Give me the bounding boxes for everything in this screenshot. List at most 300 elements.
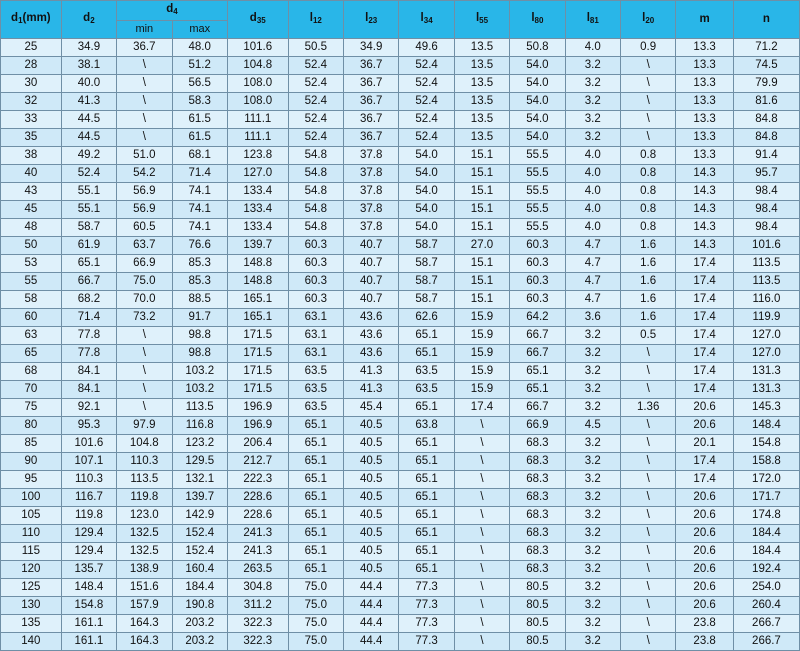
cell-l55: \ [454, 615, 509, 633]
table-header [1, 1, 800, 39]
cell-n: 119.9 [733, 309, 799, 327]
cell-d2: 129.4 [61, 525, 116, 543]
cell-n: 95.7 [733, 165, 799, 183]
cell-n: 266.7 [733, 633, 799, 651]
table-row [1, 93, 800, 111]
cell-l55: 15.1 [454, 291, 509, 309]
cell-l23: 40.7 [344, 273, 399, 291]
cell-l23: 40.5 [344, 471, 399, 489]
cell-l12: 52.4 [288, 129, 343, 147]
cell-l81: 3.2 [565, 93, 620, 111]
table-row [1, 363, 800, 381]
cell-l81: 3.2 [565, 75, 620, 93]
cell-d2: 119.8 [61, 507, 116, 525]
cell-l12: 60.3 [288, 237, 343, 255]
cell-d1: 135 [1, 615, 62, 633]
cell-l23: 40.5 [344, 489, 399, 507]
cell-l23: 44.4 [344, 579, 399, 597]
cell-l55: 15.1 [454, 255, 509, 273]
cell-d4-max: 113.5 [172, 399, 227, 417]
table-row [1, 165, 800, 183]
cell-n: 171.7 [733, 489, 799, 507]
cell-l81: 3.2 [565, 435, 620, 453]
cell-n: 131.3 [733, 363, 799, 381]
cell-l20: \ [620, 111, 675, 129]
cell-m: 13.3 [676, 57, 734, 75]
table-row [1, 57, 800, 75]
cell-n: 266.7 [733, 615, 799, 633]
cell-l55: 13.5 [454, 57, 509, 75]
header-l23: $l_{23}$ [344, 1, 399, 39]
cell-l23: 43.6 [344, 327, 399, 345]
table-row [1, 327, 800, 345]
cell-l81: 3.2 [565, 597, 620, 615]
cell-l20: 1.6 [620, 273, 675, 291]
cell-l23: 45.4 [344, 399, 399, 417]
cell-d35: 101.6 [227, 39, 288, 57]
header-d4-min: min [117, 21, 172, 39]
cell-m: 20.6 [676, 597, 734, 615]
header-l55: $l_{55}$ [454, 1, 509, 39]
table-row [1, 615, 800, 633]
cell-l20: \ [620, 633, 675, 651]
cell-l81: 3.2 [565, 57, 620, 75]
cell-m: 17.4 [676, 381, 734, 399]
cell-m: 20.6 [676, 561, 734, 579]
cell-l34: 65.1 [399, 489, 454, 507]
cell-l12: 65.1 [288, 471, 343, 489]
cell-l12: 54.8 [288, 219, 343, 237]
cell-d4-max: 103.2 [172, 381, 227, 399]
cell-l80: 66.7 [510, 399, 565, 417]
cell-l34: 63.5 [399, 363, 454, 381]
cell-l23: 37.8 [344, 201, 399, 219]
cell-d1: 115 [1, 543, 62, 561]
cell-d4-max: 116.8 [172, 417, 227, 435]
cell-n: 184.4 [733, 543, 799, 561]
cell-l34: 65.1 [399, 435, 454, 453]
cell-l80: 60.3 [510, 237, 565, 255]
cell-l34: 52.4 [399, 57, 454, 75]
cell-l55: \ [454, 525, 509, 543]
cell-l80: 55.5 [510, 165, 565, 183]
header-d2: $d_2$ [61, 1, 116, 39]
cell-l20: \ [620, 93, 675, 111]
cell-d35: 127.0 [227, 165, 288, 183]
cell-d35: 171.5 [227, 363, 288, 381]
cell-n: 172.0 [733, 471, 799, 489]
cell-l81: 4.7 [565, 273, 620, 291]
cell-d4-min: \ [117, 75, 172, 93]
cell-m: 23.8 [676, 633, 734, 651]
cell-l23: 36.7 [344, 57, 399, 75]
cell-l23: 44.4 [344, 633, 399, 651]
cell-l81: 3.2 [565, 543, 620, 561]
cell-d4-max: 160.4 [172, 561, 227, 579]
cell-d35: 322.3 [227, 633, 288, 651]
cell-d1: 25 [1, 39, 62, 57]
cell-d1: 90 [1, 453, 62, 471]
cell-l81: 4.5 [565, 417, 620, 435]
table-row [1, 129, 800, 147]
cell-m: 20.6 [676, 489, 734, 507]
cell-n: 71.2 [733, 39, 799, 57]
cell-l81: 4.7 [565, 291, 620, 309]
cell-n: 127.0 [733, 327, 799, 345]
cell-l55: 13.5 [454, 75, 509, 93]
cell-l55: 15.9 [454, 345, 509, 363]
table-row [1, 399, 800, 417]
cell-d4-max: 56.5 [172, 75, 227, 93]
cell-n: 148.4 [733, 417, 799, 435]
cell-d1: 110 [1, 525, 62, 543]
cell-l12: 63.1 [288, 327, 343, 345]
cell-l20: 1.36 [620, 399, 675, 417]
cell-d4-min: 164.3 [117, 615, 172, 633]
cell-l81: 3.2 [565, 381, 620, 399]
cell-l20: \ [620, 597, 675, 615]
header-l81: $l_{81}$ [565, 1, 620, 39]
cell-l23: 37.8 [344, 183, 399, 201]
cell-d4-max: 51.2 [172, 57, 227, 75]
cell-d4-max: 88.5 [172, 291, 227, 309]
table-row [1, 489, 800, 507]
cell-l23: 40.5 [344, 453, 399, 471]
cell-d35: 171.5 [227, 327, 288, 345]
cell-d4-min: \ [117, 93, 172, 111]
cell-d35: 133.4 [227, 183, 288, 201]
cell-l55: \ [454, 417, 509, 435]
cell-l12: 52.4 [288, 57, 343, 75]
cell-l23: 34.9 [344, 39, 399, 57]
table-row [1, 633, 800, 651]
cell-l81: 3.2 [565, 489, 620, 507]
cell-l81: 3.2 [565, 345, 620, 363]
cell-l55: \ [454, 579, 509, 597]
cell-l20: 0.8 [620, 201, 675, 219]
cell-l12: 65.1 [288, 453, 343, 471]
cell-l34: 65.1 [399, 543, 454, 561]
cell-d2: 110.3 [61, 471, 116, 489]
cell-d35: 148.8 [227, 255, 288, 273]
cell-l81: 4.0 [565, 165, 620, 183]
cell-d2: 44.5 [61, 129, 116, 147]
cell-n: 98.4 [733, 183, 799, 201]
cell-d35: 111.1 [227, 129, 288, 147]
cell-l20: \ [620, 525, 675, 543]
cell-l20: 1.6 [620, 309, 675, 327]
cell-l12: 63.1 [288, 309, 343, 327]
cell-l81: 4.7 [565, 237, 620, 255]
cell-l23: 40.5 [344, 543, 399, 561]
cell-d4-max: 203.2 [172, 633, 227, 651]
cell-d4-min: 157.9 [117, 597, 172, 615]
cell-l55: 15.9 [454, 363, 509, 381]
cell-d4-min: 123.0 [117, 507, 172, 525]
cell-l34: 77.3 [399, 579, 454, 597]
cell-d2: 66.7 [61, 273, 116, 291]
cell-l20: 0.8 [620, 147, 675, 165]
cell-l20: \ [620, 561, 675, 579]
cell-l80: 60.3 [510, 291, 565, 309]
cell-l80: 80.5 [510, 633, 565, 651]
cell-l80: 55.5 [510, 219, 565, 237]
header-d35: $d_{35}$ [227, 1, 288, 39]
cell-d4-min: \ [117, 381, 172, 399]
cell-l12: 65.1 [288, 561, 343, 579]
cell-m: 20.6 [676, 507, 734, 525]
cell-m: 13.3 [676, 75, 734, 93]
cell-d35: 133.4 [227, 219, 288, 237]
cell-l81: 3.2 [565, 561, 620, 579]
cell-l80: 66.9 [510, 417, 565, 435]
header-d4: $d_4$ [117, 1, 228, 21]
cell-d1: 48 [1, 219, 62, 237]
cell-d4-max: 139.7 [172, 489, 227, 507]
cell-d4-max: 91.7 [172, 309, 227, 327]
cell-d4-max: 98.8 [172, 345, 227, 363]
cell-l80: 66.7 [510, 327, 565, 345]
cell-d4-min: 73.2 [117, 309, 172, 327]
cell-l80: 65.1 [510, 381, 565, 399]
cell-d35: 104.8 [227, 57, 288, 75]
cell-d1: 32 [1, 93, 62, 111]
cell-l20: \ [620, 471, 675, 489]
header-n: n [733, 1, 799, 39]
cell-m: 13.3 [676, 39, 734, 57]
cell-l81: 4.0 [565, 147, 620, 165]
cell-l81: 3.2 [565, 399, 620, 417]
cell-l55: 13.5 [454, 111, 509, 129]
cell-d35: 165.1 [227, 309, 288, 327]
table-row [1, 471, 800, 489]
cell-l55: 15.9 [454, 381, 509, 399]
cell-d4-min: 56.9 [117, 183, 172, 201]
cell-l20: \ [620, 75, 675, 93]
cell-l80: 80.5 [510, 597, 565, 615]
cell-d4-max: 142.9 [172, 507, 227, 525]
cell-d1: 65 [1, 345, 62, 363]
table-row [1, 435, 800, 453]
cell-l12: 75.0 [288, 633, 343, 651]
cell-d4-max: 85.3 [172, 255, 227, 273]
cell-d1: 55 [1, 273, 62, 291]
cell-l12: 60.3 [288, 291, 343, 309]
cell-d2: 40.0 [61, 75, 116, 93]
cell-l20: \ [620, 507, 675, 525]
cell-d2: 55.1 [61, 183, 116, 201]
cell-d1: 58 [1, 291, 62, 309]
cell-l55: \ [454, 453, 509, 471]
cell-d1: 40 [1, 165, 62, 183]
cell-m: 17.4 [676, 471, 734, 489]
cell-d4-max: 129.5 [172, 453, 227, 471]
cell-l80: 68.3 [510, 471, 565, 489]
cell-l80: 54.0 [510, 111, 565, 129]
cell-d4-min: \ [117, 111, 172, 129]
cell-l81: 4.0 [565, 39, 620, 57]
header-row-main [1, 1, 800, 21]
cell-d35: 304.8 [227, 579, 288, 597]
cell-d2: 34.9 [61, 39, 116, 57]
cell-d4-min: 151.6 [117, 579, 172, 597]
cell-l81: 3.2 [565, 363, 620, 381]
cell-l34: 54.0 [399, 201, 454, 219]
cell-d1: 75 [1, 399, 62, 417]
cell-d35: 241.3 [227, 525, 288, 543]
cell-l55: \ [454, 543, 509, 561]
cell-n: 174.8 [733, 507, 799, 525]
cell-l34: 54.0 [399, 147, 454, 165]
cell-d2: 129.4 [61, 543, 116, 561]
cell-n: 84.8 [733, 129, 799, 147]
cell-m: 17.4 [676, 345, 734, 363]
cell-m: 13.3 [676, 129, 734, 147]
cell-d2: 58.7 [61, 219, 116, 237]
cell-d35: 139.7 [227, 237, 288, 255]
cell-d1: 63 [1, 327, 62, 345]
cell-m: 17.4 [676, 255, 734, 273]
cell-l23: 40.5 [344, 507, 399, 525]
cell-l12: 65.1 [288, 525, 343, 543]
cell-d1: 43 [1, 183, 62, 201]
cell-d35: 171.5 [227, 381, 288, 399]
cell-d1: 60 [1, 309, 62, 327]
cell-l12: 54.8 [288, 201, 343, 219]
cell-d2: 68.2 [61, 291, 116, 309]
cell-l81: 4.0 [565, 183, 620, 201]
cell-d4-min: 119.8 [117, 489, 172, 507]
cell-m: 14.3 [676, 219, 734, 237]
cell-l20: \ [620, 579, 675, 597]
cell-d35: 228.6 [227, 489, 288, 507]
cell-d4-min: \ [117, 363, 172, 381]
cell-m: 20.6 [676, 543, 734, 561]
cell-l23: 37.8 [344, 219, 399, 237]
cell-l81: 3.2 [565, 453, 620, 471]
cell-d2: 95.3 [61, 417, 116, 435]
cell-l80: 68.3 [510, 543, 565, 561]
cell-l34: 77.3 [399, 615, 454, 633]
cell-d35: 206.4 [227, 435, 288, 453]
cell-n: 84.8 [733, 111, 799, 129]
cell-l20: 1.6 [620, 237, 675, 255]
cell-n: 184.4 [733, 525, 799, 543]
cell-n: 113.5 [733, 273, 799, 291]
cell-l23: 44.4 [344, 597, 399, 615]
cell-n: 127.0 [733, 345, 799, 363]
table-row [1, 75, 800, 93]
cell-l55: 15.1 [454, 273, 509, 291]
cell-l34: 54.0 [399, 165, 454, 183]
cell-l81: 4.0 [565, 201, 620, 219]
cell-l55: 13.5 [454, 129, 509, 147]
cell-d1: 70 [1, 381, 62, 399]
cell-l80: 66.7 [510, 345, 565, 363]
cell-m: 20.6 [676, 417, 734, 435]
cell-l80: 68.3 [510, 507, 565, 525]
cell-d35: 241.3 [227, 543, 288, 561]
cell-d35: 133.4 [227, 201, 288, 219]
cell-l12: 54.8 [288, 147, 343, 165]
cell-l23: 40.5 [344, 525, 399, 543]
cell-l34: 65.1 [399, 507, 454, 525]
cell-l12: 60.3 [288, 255, 343, 273]
cell-m: 20.6 [676, 399, 734, 417]
cell-l80: 68.3 [510, 435, 565, 453]
cell-l55: 15.9 [454, 327, 509, 345]
cell-d4-max: 74.1 [172, 201, 227, 219]
cell-l12: 65.1 [288, 417, 343, 435]
cell-d4-min: 56.9 [117, 201, 172, 219]
table-row [1, 255, 800, 273]
cell-l12: 52.4 [288, 93, 343, 111]
cell-n: 116.0 [733, 291, 799, 309]
cell-l23: 37.8 [344, 147, 399, 165]
cell-l80: 54.0 [510, 93, 565, 111]
cell-l34: 52.4 [399, 111, 454, 129]
cell-d4-min: \ [117, 57, 172, 75]
cell-l20: 0.9 [620, 39, 675, 57]
cell-l55: 15.1 [454, 147, 509, 165]
cell-n: 81.6 [733, 93, 799, 111]
cell-l80: 65.1 [510, 363, 565, 381]
cell-d35: 228.6 [227, 507, 288, 525]
cell-d4-max: 61.5 [172, 129, 227, 147]
cell-l20: 1.6 [620, 291, 675, 309]
cell-m: 13.3 [676, 147, 734, 165]
cell-d2: 101.6 [61, 435, 116, 453]
cell-d2: 107.1 [61, 453, 116, 471]
cell-l80: 50.8 [510, 39, 565, 57]
cell-d2: 61.9 [61, 237, 116, 255]
cell-d1: 53 [1, 255, 62, 273]
cell-d4-min: 36.7 [117, 39, 172, 57]
cell-l81: 3.2 [565, 525, 620, 543]
cell-l55: \ [454, 633, 509, 651]
cell-l20: \ [620, 57, 675, 75]
cell-d4-min: 132.5 [117, 543, 172, 561]
cell-d2: 71.4 [61, 309, 116, 327]
cell-l81: 3.2 [565, 579, 620, 597]
table-row [1, 381, 800, 399]
cell-l34: 58.7 [399, 255, 454, 273]
cell-m: 20.6 [676, 525, 734, 543]
cell-n: 158.8 [733, 453, 799, 471]
cell-l12: 60.3 [288, 273, 343, 291]
cell-m: 17.4 [676, 309, 734, 327]
cell-d4-max: 76.6 [172, 237, 227, 255]
cell-l23: 40.7 [344, 255, 399, 273]
cell-l34: 77.3 [399, 633, 454, 651]
cell-d4-min: 97.9 [117, 417, 172, 435]
cell-d35: 322.3 [227, 615, 288, 633]
cell-l34: 54.0 [399, 219, 454, 237]
cell-l20: \ [620, 543, 675, 561]
cell-l23: 40.7 [344, 291, 399, 309]
cell-d2: 148.4 [61, 579, 116, 597]
header-d4-max: max [172, 21, 227, 39]
cell-l55: 15.9 [454, 309, 509, 327]
cell-d4-max: 103.2 [172, 363, 227, 381]
cell-d4-max: 48.0 [172, 39, 227, 57]
cell-n: 145.3 [733, 399, 799, 417]
cell-l80: 68.3 [510, 525, 565, 543]
cell-l34: 65.1 [399, 525, 454, 543]
cell-d2: 44.5 [61, 111, 116, 129]
cell-d2: 49.2 [61, 147, 116, 165]
cell-l23: 41.3 [344, 381, 399, 399]
